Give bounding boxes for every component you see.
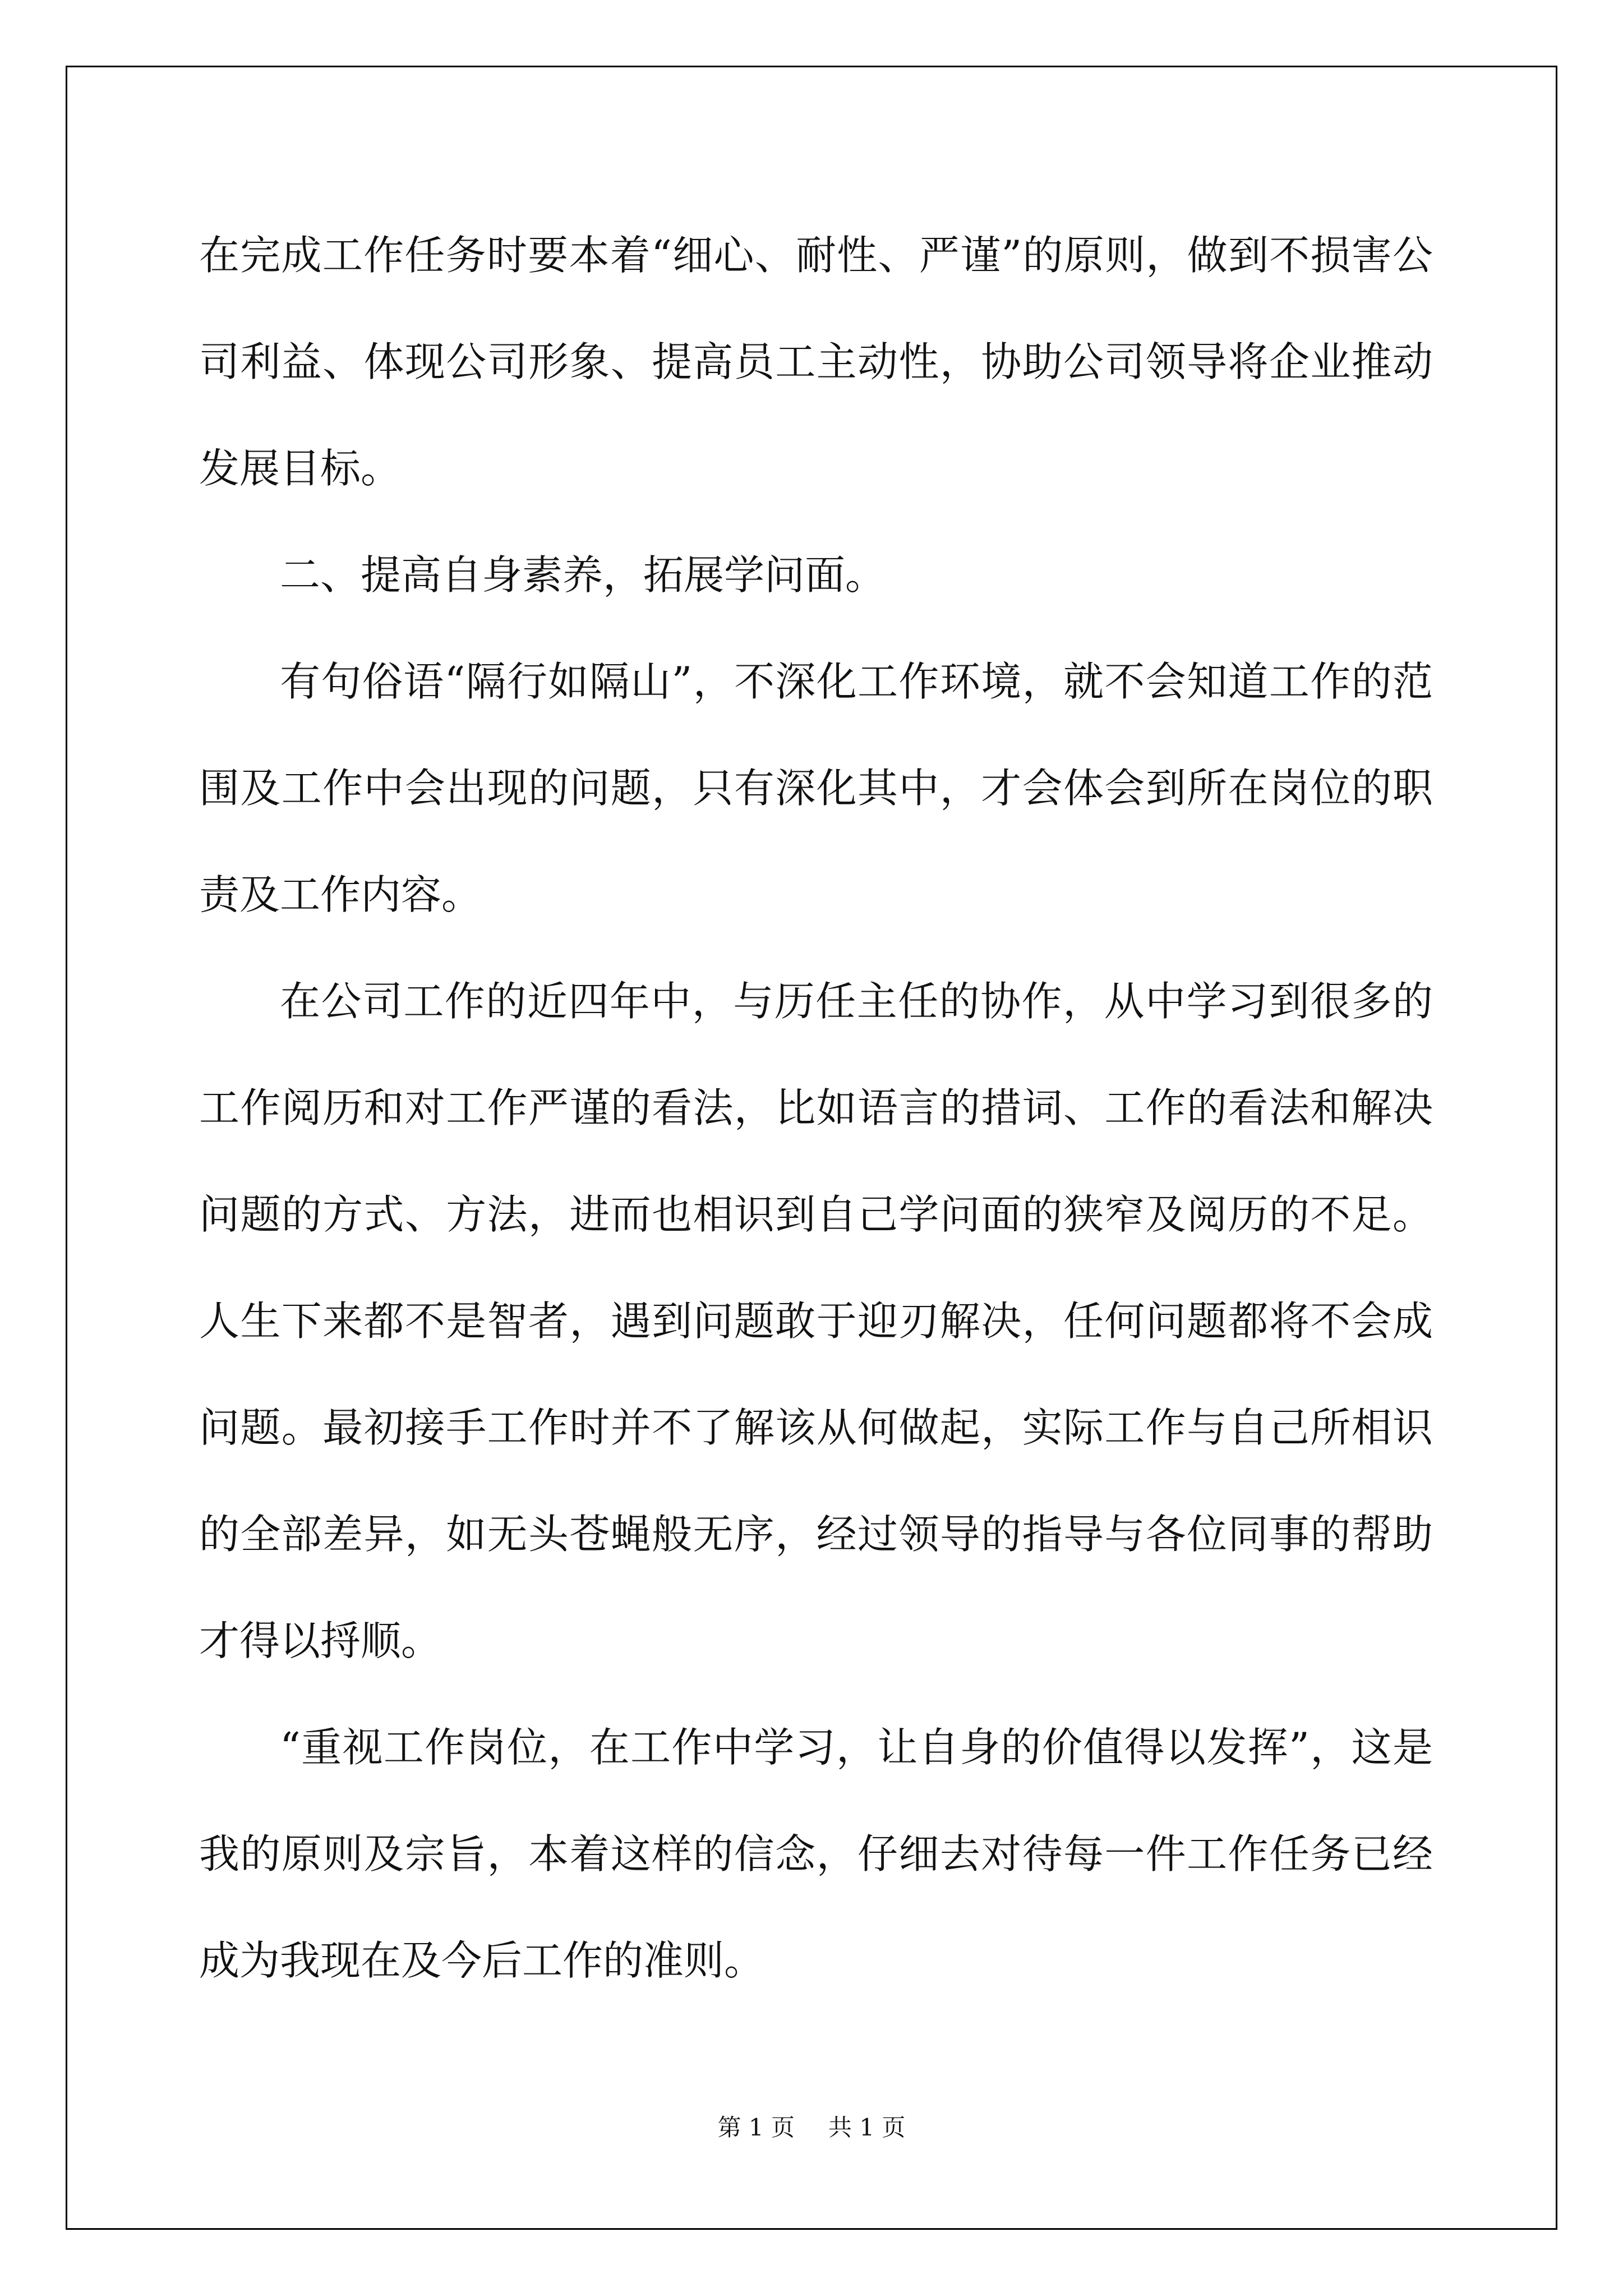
page-total: 共 1 页 <box>828 2114 906 2141</box>
paragraph-2-heading: 二、提高自身素养，拓展学问面。 <box>280 551 886 599</box>
page-footer <box>0 2109 1623 2143</box>
document-body <box>199 202 1433 2014</box>
page-number: 第 1 页 <box>717 2114 795 2141</box>
paragraph-4: 在公司工作的近四年中，与历任主任的协作，从中学习到很多的工作阅历和对工作严谨的看法，比如语言的措词、工作的看法和解决问题的方式、方法，进而也相识到自己学问面的狭窄及阅历的不足。人生下来都不是智者，遇到问题敢于迎刃解决，任何问题都将不会成问题。最初接手工作时并不了解该从何做起，实际工作与自己所相识的全部差异，如无头苍蝇般无序，经过领导的指导与各位同事的帮助才得以捋顺。 <box>199 978 1433 1664</box>
paragraph-3: 有句俗语“隔行如隔山”，不深化工作环境，就不会知道工作的范围及工作中会出现的问题，只有深化其中，才会体会到所在岗位的职责及工作内容。 <box>199 658 1433 918</box>
paragraph-5: “重视工作岗位，在工作中学习，让自身的价值得以发挥”，这是我的原则及宗旨，本着这样的信念，仔细去对待每一件工作任务已经成为我现在及今后工作的准则。 <box>199 1724 1433 1984</box>
paragraph-1: 在完成工作任务时要本着“细心、耐性、严谨”的原则，做到不损害公司利益、体现公司形象、提高员工主动性，协助公司领导将企业推动发展目标。 <box>199 232 1433 492</box>
